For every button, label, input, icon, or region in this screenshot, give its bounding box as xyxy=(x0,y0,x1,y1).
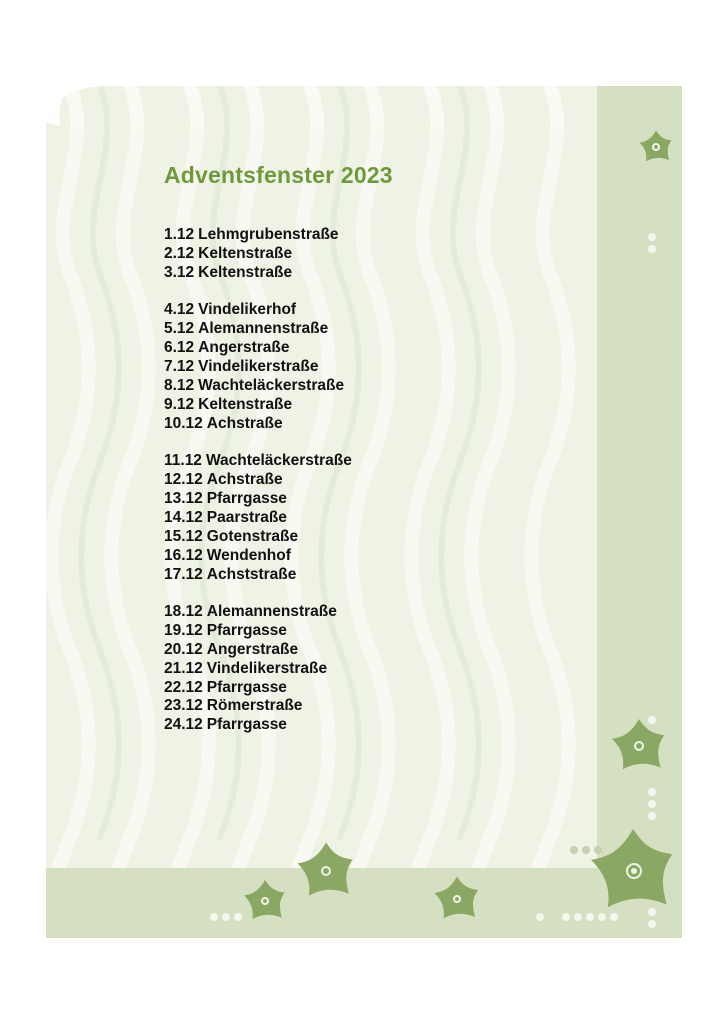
list-item xyxy=(164,509,584,528)
entry-street: Achststraße xyxy=(206,565,297,583)
entry-date: 5.12 xyxy=(164,320,195,338)
list-item xyxy=(164,452,584,471)
entry-street: Lehmgrubenstraße xyxy=(198,226,339,243)
list-item xyxy=(164,415,584,434)
entry-date: 7.12 xyxy=(164,357,195,375)
schedule-group xyxy=(164,301,584,433)
entry-date: 15.12 xyxy=(164,527,203,545)
entry-date: 18.12 xyxy=(164,602,203,620)
entry-street: Pfarrgasse xyxy=(206,678,287,696)
list-item xyxy=(164,358,584,377)
list-item xyxy=(164,301,584,320)
entry-street: Alemannenstraße xyxy=(206,602,337,620)
list-item xyxy=(164,377,584,396)
entry-street: Angerstraße xyxy=(198,339,290,357)
list-item xyxy=(164,679,584,698)
entry-date: 2.12 xyxy=(164,244,195,262)
entry-date: 1.12 xyxy=(164,226,195,243)
entry-date: 10.12 xyxy=(164,414,203,432)
list-item xyxy=(164,471,584,490)
right-band xyxy=(597,86,682,938)
entry-date: 9.12 xyxy=(164,395,195,413)
entry-date: 24.12 xyxy=(164,716,203,734)
entry-street: Wachteläckerstraße xyxy=(205,452,352,470)
entry-date: 20.12 xyxy=(164,640,203,658)
entry-street: Alemannenstraße xyxy=(198,320,329,338)
entry-street: Pfarrgasse xyxy=(206,489,287,507)
schedule-group xyxy=(164,603,584,735)
list-item xyxy=(164,603,584,622)
list-item xyxy=(164,641,584,660)
list-item xyxy=(164,697,584,716)
entry-street: Vindelikerstraße xyxy=(198,357,319,375)
entry-street: Keltenstraße xyxy=(198,395,293,413)
list-item xyxy=(164,339,584,358)
list-item xyxy=(164,264,584,283)
entry-date: 8.12 xyxy=(164,376,195,394)
entry-date: 19.12 xyxy=(164,621,203,639)
advent-schedule xyxy=(164,160,584,754)
list-item xyxy=(164,528,584,547)
list-item xyxy=(164,490,584,509)
entry-street: Keltenstraße xyxy=(198,244,293,262)
entry-date: 21.12 xyxy=(164,659,203,677)
list-item xyxy=(164,226,584,245)
list-item xyxy=(164,320,584,339)
page-title: Adventsfenster 2023 xyxy=(164,162,393,188)
entry-date: 16.12 xyxy=(164,546,203,564)
list-item xyxy=(164,566,584,585)
entry-date: 23.12 xyxy=(164,697,203,715)
list-item xyxy=(164,245,584,264)
entry-street: Wachteläckerstraße xyxy=(198,376,345,394)
entry-street: Pfarrgasse xyxy=(206,621,287,639)
entry-street: Paarstraße xyxy=(206,508,287,526)
list-item xyxy=(164,660,584,679)
entry-date: 12.12 xyxy=(164,470,203,488)
list-item xyxy=(164,716,584,735)
entry-date: 22.12 xyxy=(164,678,203,696)
entry-street: Keltenstraße xyxy=(198,263,293,281)
list-item xyxy=(164,547,584,566)
schedule-group xyxy=(164,452,584,584)
entry-date: 17.12 xyxy=(164,565,203,583)
entry-date: 6.12 xyxy=(164,339,195,357)
entry-date: 4.12 xyxy=(164,301,195,319)
entry-street: Angerstraße xyxy=(206,640,299,658)
schedule-list xyxy=(164,226,584,735)
entry-street: Pfarrgasse xyxy=(206,716,287,734)
entry-date: 11.12 xyxy=(164,452,202,470)
entry-street: Gotenstraße xyxy=(206,527,299,545)
list-item xyxy=(164,396,584,415)
entry-street: Römerstraße xyxy=(206,697,303,715)
bottom-band xyxy=(46,868,682,938)
entry-date: 14.12 xyxy=(164,508,203,526)
entry-street: Achstraße xyxy=(206,470,283,488)
schedule-group xyxy=(164,226,584,283)
entry-street: Wendenhof xyxy=(206,546,291,564)
entry-street: Vindelikerstraße xyxy=(206,659,328,677)
entry-street: Vindelikerhof xyxy=(198,301,297,319)
entry-date: 13.12 xyxy=(164,489,203,507)
entry-date: 3.12 xyxy=(164,263,195,281)
list-item xyxy=(164,622,584,641)
entry-street: Achstraße xyxy=(206,414,283,432)
